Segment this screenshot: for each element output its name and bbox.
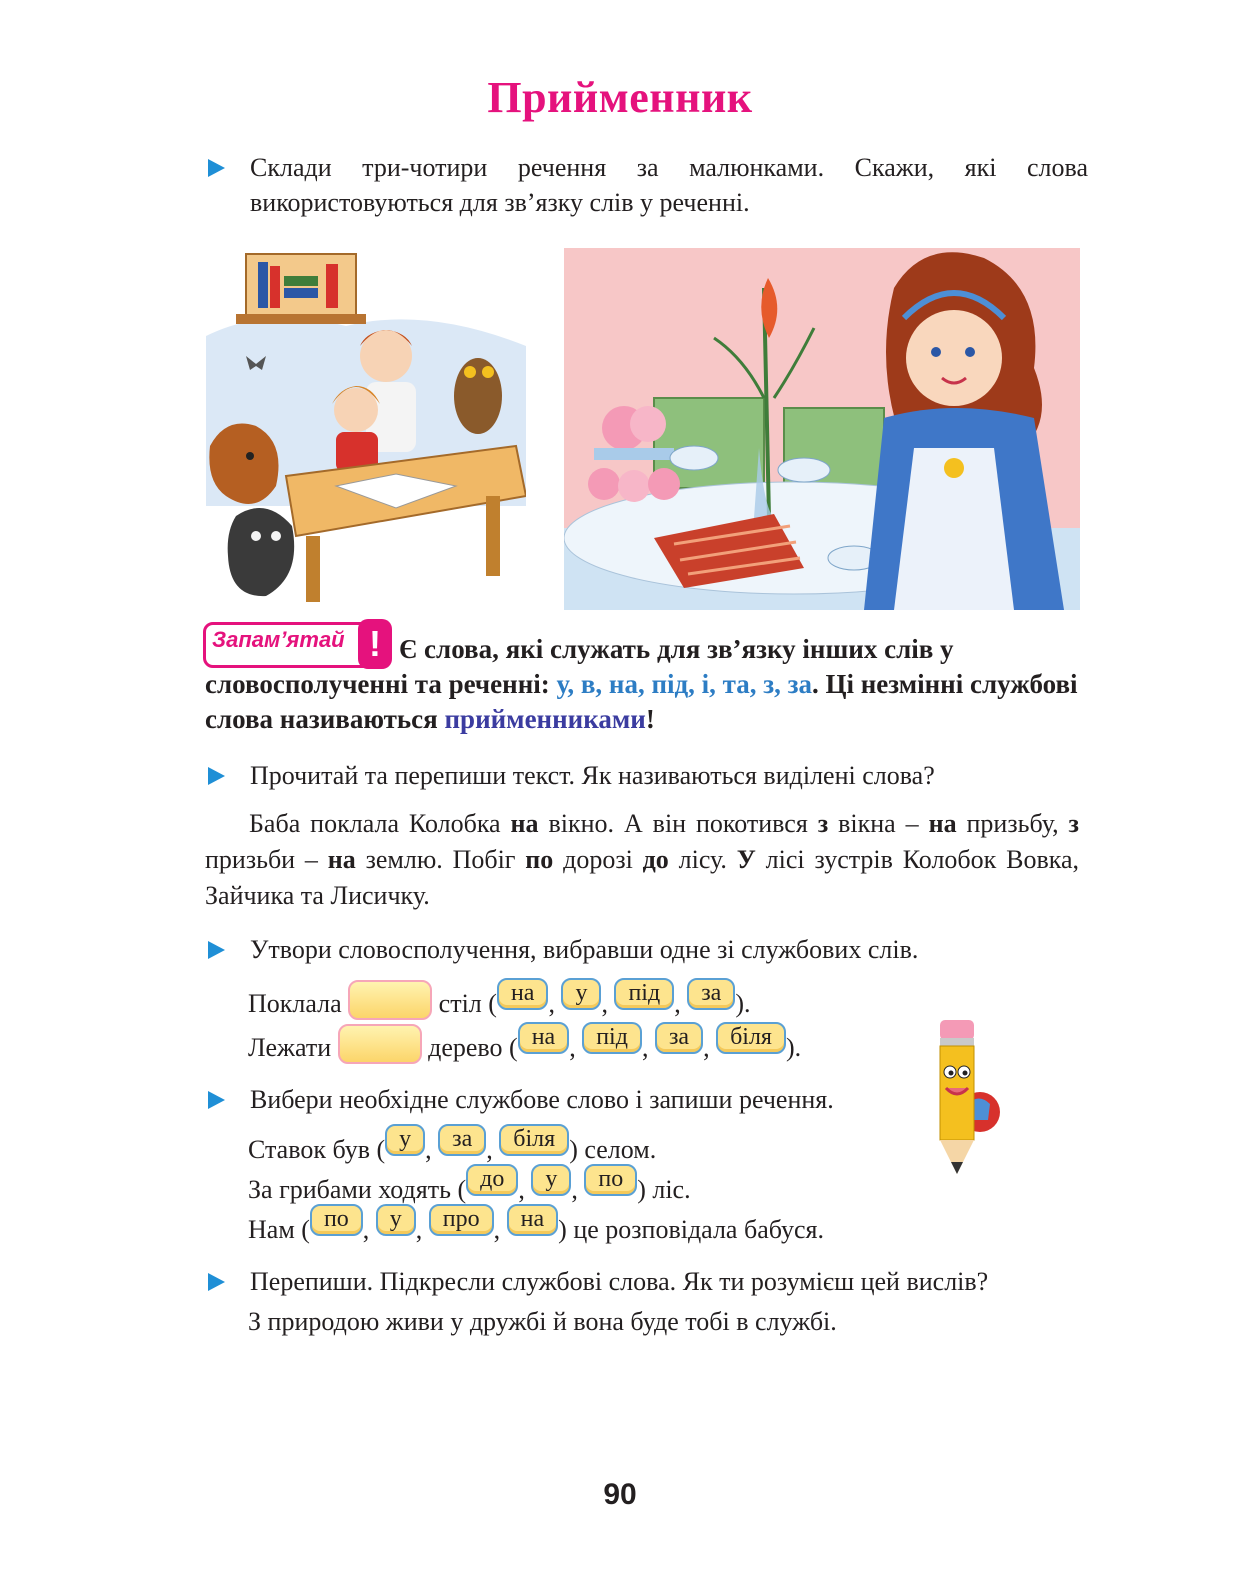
line-start: Лежати bbox=[248, 1033, 338, 1062]
comma: , bbox=[548, 989, 562, 1018]
option-chip[interactable]: про bbox=[429, 1204, 494, 1236]
period: . bbox=[794, 1033, 802, 1062]
line-end: дерево bbox=[421, 1033, 503, 1062]
triangle-bullet-icon bbox=[208, 159, 225, 177]
proverb: З природою живи у дружбі й вона буде тобі в службі. bbox=[248, 1307, 837, 1336]
paren-close: ) bbox=[637, 1175, 646, 1204]
line-start: За грибами ходять bbox=[248, 1175, 451, 1204]
story-preposition: на bbox=[510, 809, 539, 838]
comma: , bbox=[569, 1033, 583, 1062]
option-chip[interactable]: по bbox=[310, 1204, 363, 1236]
comma: , bbox=[415, 1215, 429, 1244]
line-end: це розповідала бабуся. bbox=[566, 1215, 824, 1244]
rule-end: ! bbox=[645, 704, 655, 734]
rule-text-1: Є слова, які служать для зв’язку інших слів у словосполученні та реченні: bbox=[205, 634, 954, 699]
option-chip[interactable]: за bbox=[655, 1022, 703, 1054]
task-1-text: Склади три-чотири речення за малюнками. Скажи, які слова використовуються для зв’язку слів у реченні. bbox=[250, 153, 1088, 217]
exclamation-icon: ! bbox=[358, 619, 392, 669]
paren-open: ( bbox=[450, 1175, 467, 1204]
comma: , bbox=[493, 1215, 507, 1244]
comma: , bbox=[425, 1135, 439, 1164]
option-chip[interactable]: за bbox=[438, 1124, 486, 1156]
story-segment: Баба поклала Колобка bbox=[249, 809, 511, 838]
option-chip[interactable]: у bbox=[561, 978, 601, 1010]
paren-open: ( bbox=[294, 1215, 310, 1244]
line-end: стіл bbox=[432, 989, 482, 1018]
option-chip[interactable]: по bbox=[584, 1164, 637, 1196]
option-chip[interactable]: на bbox=[518, 1022, 570, 1054]
comma: , bbox=[518, 1175, 532, 1204]
story-preposition: до bbox=[642, 845, 669, 874]
paren-close: ) bbox=[785, 1033, 795, 1062]
exercise-3-line bbox=[248, 980, 888, 1024]
line-end: селом. bbox=[577, 1135, 657, 1164]
rule-text-2: . Ці незмінні службові слова називаються bbox=[205, 669, 1078, 734]
page-number: 90 bbox=[603, 1478, 637, 1511]
paren-close: ) bbox=[569, 1135, 578, 1164]
option-chip[interactable]: до bbox=[466, 1164, 518, 1196]
answer-blank[interactable] bbox=[338, 1024, 422, 1064]
option-chip[interactable]: у bbox=[376, 1204, 416, 1236]
rule-box bbox=[205, 632, 1081, 737]
task-3 bbox=[208, 932, 1088, 967]
exercise-4 bbox=[248, 1126, 908, 1250]
story-segment: призьби – bbox=[205, 845, 328, 874]
remember-label: Запам’ятай bbox=[212, 627, 345, 652]
line-end: ліс. bbox=[645, 1175, 691, 1204]
triangle-bullet-icon bbox=[208, 941, 225, 959]
exercise-4-line bbox=[248, 1126, 908, 1170]
story-segment: дорозі bbox=[553, 845, 643, 874]
paren-close: ) bbox=[735, 989, 744, 1018]
option-chip[interactable]: під bbox=[614, 978, 674, 1010]
page-title: Прийменник bbox=[487, 73, 753, 122]
option-chip[interactable]: біля bbox=[499, 1124, 569, 1156]
task-4-text: Вибери необхідне службове слово і запиши речення. bbox=[250, 1085, 834, 1114]
option-chip[interactable]: за bbox=[687, 978, 735, 1010]
story-preposition: з bbox=[817, 809, 829, 838]
task-3-text: Утвори словосполучення, вибравши одне зі службових слів. bbox=[250, 935, 919, 964]
triangle-bullet-icon bbox=[208, 1273, 225, 1291]
exercise-4-line bbox=[248, 1206, 908, 1250]
exercise-3-line bbox=[248, 1024, 888, 1068]
line-start: Поклала bbox=[248, 989, 349, 1018]
task-2-text: Прочитай та перепиши текст. Як називаються виділені слова? bbox=[250, 761, 935, 790]
paren-open: ( bbox=[369, 1135, 386, 1164]
option-chip[interactable]: під bbox=[582, 1022, 642, 1054]
paren-close: ) bbox=[558, 1215, 567, 1244]
story-preposition: на bbox=[327, 845, 356, 874]
task-2 bbox=[208, 758, 1088, 793]
comma: , bbox=[571, 1175, 585, 1204]
comma: , bbox=[362, 1215, 376, 1244]
story-text bbox=[205, 806, 1079, 914]
story-segment: землю. Побіг bbox=[355, 845, 526, 874]
story-segment: лісу. bbox=[668, 845, 737, 874]
line-start: Ставок був bbox=[248, 1135, 370, 1164]
story-segment: вікно. А він покотився bbox=[538, 809, 818, 838]
period: . bbox=[744, 989, 751, 1018]
story-preposition: на bbox=[928, 809, 957, 838]
task-4 bbox=[208, 1082, 1088, 1117]
comma: , bbox=[486, 1135, 500, 1164]
story-preposition: У bbox=[736, 845, 756, 874]
story-preposition: з bbox=[1068, 809, 1079, 838]
rule-term: прийменниками bbox=[444, 704, 646, 734]
task-5-text: Перепиши. Підкресли службові слова. Як ти розумієш цей вислів? bbox=[250, 1267, 989, 1296]
story-segment: вікна – bbox=[828, 809, 929, 838]
option-chip[interactable]: на bbox=[497, 978, 549, 1010]
line-start: Нам bbox=[248, 1215, 295, 1244]
illustration-girl-table bbox=[564, 248, 1080, 610]
triangle-bullet-icon bbox=[208, 1091, 225, 1109]
option-chip[interactable]: біля bbox=[716, 1022, 786, 1054]
option-chip[interactable]: у bbox=[385, 1124, 425, 1156]
triangle-bullet-icon bbox=[208, 767, 225, 785]
paren-open: ( bbox=[481, 989, 497, 1018]
option-chip[interactable]: у bbox=[531, 1164, 571, 1196]
story-segment: лісі зустрів Колобок Вовка, Зайчика та Лисичку. bbox=[205, 845, 1080, 910]
exercise-3 bbox=[248, 980, 888, 1068]
story-preposition: по bbox=[525, 845, 554, 874]
comma: , bbox=[641, 1033, 655, 1062]
rule-prepositions: у, в, на, під, і, та, з, за bbox=[556, 669, 812, 699]
comma: , bbox=[703, 1033, 717, 1062]
comma: , bbox=[601, 989, 615, 1018]
answer-blank[interactable] bbox=[348, 980, 432, 1020]
story-segment: призьбу, bbox=[956, 809, 1069, 838]
task-1 bbox=[208, 150, 1088, 220]
illustration-children-studying bbox=[206, 246, 526, 602]
comma: , bbox=[674, 989, 688, 1018]
task-5 bbox=[208, 1264, 1088, 1299]
paren-open: ( bbox=[502, 1033, 518, 1062]
option-chip[interactable]: на bbox=[507, 1204, 559, 1236]
